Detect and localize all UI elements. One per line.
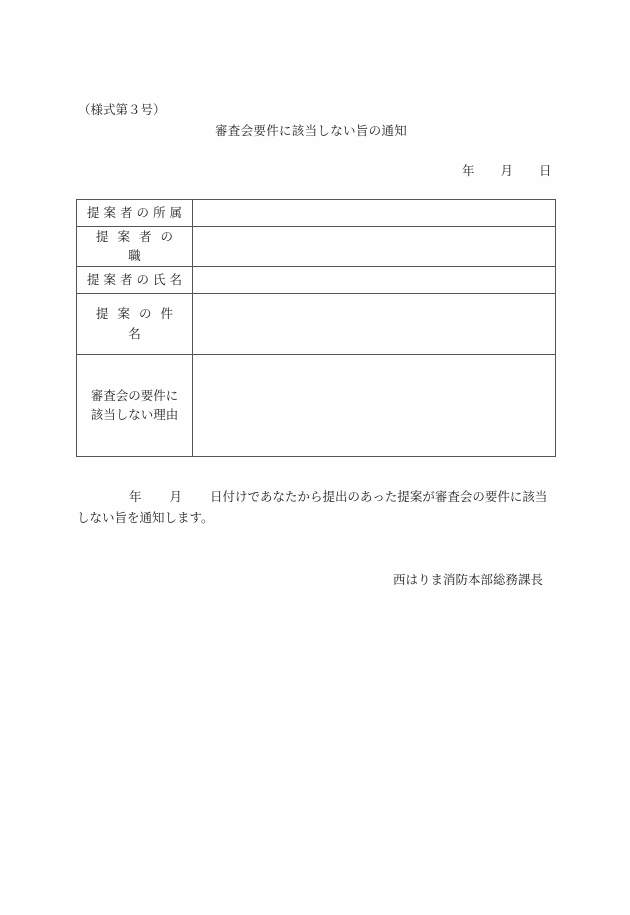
table-row-name	[77, 266, 556, 293]
label-reason-line1: 審査会の要件に	[90, 387, 179, 403]
notice-text: 日付けであなたから提出のあった提案が審査会の要件に該当しない旨を通知します。	[77, 489, 548, 525]
field-subject[interactable]	[193, 293, 556, 354]
sender-title: 西はりま消防本部総務課長	[393, 572, 544, 587]
notice-body	[77, 487, 557, 528]
date-month-label: 月	[500, 163, 514, 178]
field-reason[interactable]	[193, 354, 556, 456]
date-line	[462, 161, 552, 179]
table-row-reason	[77, 354, 556, 456]
document-title: 審査会要件に該当しない旨の通知	[215, 123, 408, 138]
field-position[interactable]	[193, 227, 556, 267]
notice-year-label: 年	[129, 489, 142, 504]
notice-month-label: 月	[169, 489, 183, 504]
form-number: （様式第３号）	[78, 102, 166, 117]
field-name[interactable]	[193, 266, 556, 293]
table-row-position	[77, 227, 556, 267]
table-row-affiliation	[77, 200, 556, 227]
label-subject: 提案の件名	[77, 293, 193, 354]
label-position: 提案者の職	[77, 227, 193, 267]
label-reason-line2: 該当しない理由	[90, 407, 179, 423]
label-affiliation: 提案者の所属	[77, 200, 193, 227]
date-year-label: 年	[462, 163, 475, 178]
field-affiliation[interactable]	[193, 200, 556, 227]
label-reason	[77, 354, 193, 456]
label-name: 提案者の氏名	[77, 266, 193, 293]
date-day-label: 日	[539, 163, 552, 178]
proposal-info-table	[76, 199, 556, 457]
table-row-subject	[77, 293, 556, 354]
